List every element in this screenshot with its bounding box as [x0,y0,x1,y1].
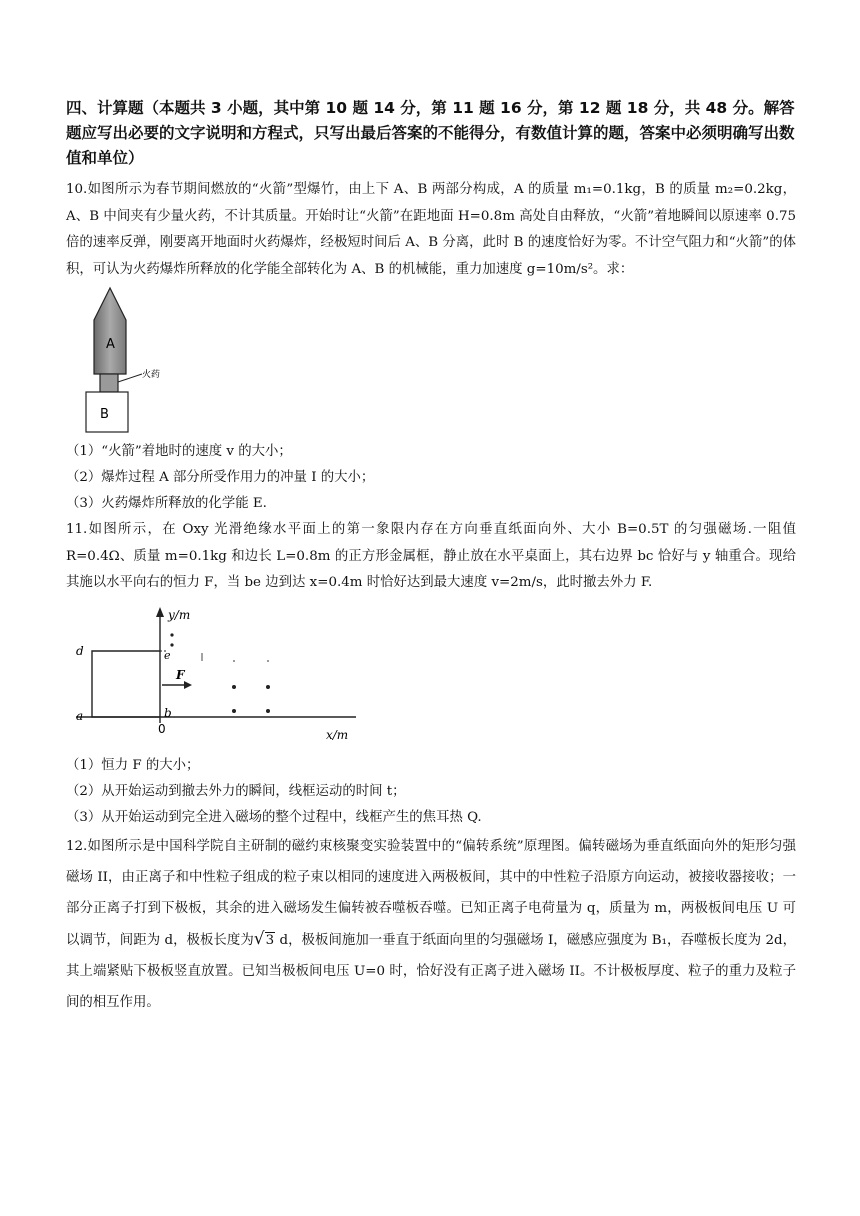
force-arrow-head-icon [184,681,192,689]
exam-page [66,96,796,1018]
field-dot [266,709,270,713]
q10-sub-2: （2）爆炸过程 A 部分所受作用力的冲量 I 的大小； [66,470,375,485]
q12-stem-part1: 12.如图所示是中国科学院自主研制的磁约束核聚变实验装置中的“偏转系统”原理图。偏转磁场为垂直纸面向外的矩形匀强磁场 II，由正离子和中性粒子组成的粒子束以相同的速度进入两极板间，其中的中性粒子沿原方向运动，被接收器接收；一部分正离子打到下极板，其余的进入磁场发生偏转被吞噬板吞噬。已知正离子电荷量为 q，质量为 m，两极板间电压 U 可以调节，间距为 d，极板长度为 [66,838,796,948]
label-d: d [76,643,84,658]
field-dot [233,660,235,662]
q10-stem: 10.如图所示为春节期间燃放的“火箭”型爆竹，由上下 A、B 两部分构成，A 的质量 m₁=0.1kg，B 的质量 m₂=0.2kg，A、B 中间夹有少量火药，不计其质量。开始时让“火箭”在距地面 H=0.8m 高处自由释放，“火箭”着地瞬间以原速率 0.75 倍的速率反弹，刚要离开地面时火药爆炸，经极短时间后 A、B 分离，此时 B 的速度恰好为零。不计空气阻力和“火箭”的体积，可认为火药爆炸所释放的化学能全部转化为 A、B 的机械能，重力加速度 g=10m/s²。求： [66,182,796,277]
q11-sub-2: （2）从开始运动到撤去外力的瞬间，线框运动的时间 t； [66,783,406,799]
q12-stem-part2: d，极板间施加一垂直于纸面向里的匀强磁场 I，磁感应强度为 B₁，吞噬板长度为 2d，其上端紧贴下极板竖直放置。已知当极板间电压 U=0 时，恰好没有正离子进入磁场 II。不计极板厚度、粒子的重力及粒子间的相互作用。 [66,932,797,1010]
gunpowder [100,374,118,392]
field-dot [170,643,173,646]
field-dot [170,633,173,636]
label-f: F [176,667,185,682]
field-dot [266,685,270,689]
label-powder: 火药 [142,370,161,380]
sqrt-expression [254,924,275,956]
q11-sub-1: （1）恒力 F 的大小； [66,757,200,773]
q12-stem [66,831,796,1018]
x-axis-label: x/m [326,727,349,742]
rocket-figure [78,286,198,436]
q11-stem: 11.如图所示，在 Oxy 光滑绝缘水平面上的第一象限内存在方向垂直纸面向外、大小 B=0.5T 的匀强磁场.一阻值 R=0.4Ω、质量 m=0.1kg 和边长 L=0.8m 的正方形金属框，静止放在水平桌面上，其右边界 bc 恰好与 y 轴重合。现给其施以水平向右的恒力 F，当 be 边到达 x=0.4m 时恰好达到最大速度 v=2m/s，此时撤去外力 F. [66,522,796,590]
q10-sub-1: （1）“火箭”着地时的速度 v 的大小； [66,444,292,459]
frame-field-figure [72,605,362,745]
powder-pointer [118,374,142,382]
rocket-part-a [94,288,126,374]
y-axis-label: y/m [168,607,191,622]
label-a: a [76,708,84,723]
label-b: B [100,407,109,422]
label-e: e [164,648,171,662]
q11-sub-3: （3）从开始运动到完全进入磁场的整个过程中，线框产生的焦耳热 Q. [66,809,482,825]
field-dot [267,660,269,662]
y-arrow-icon [156,607,164,617]
metal-frame [92,651,160,717]
q10-sub-3: （3）火药爆炸所释放的化学能 E. [66,496,267,511]
label-b: b [164,705,172,720]
field-dot [232,685,236,689]
field-dot [232,709,236,713]
sqrt-argument: 3 [265,932,275,948]
label-a: A [106,337,115,352]
section-heading: 四、计算题（本题共 3 小题，其中第 10 题 14 分，第 11 题 16 分，第 12 题 18 分，共 48 分。解答题应写出必要的文字说明和方程式，只写出最后答案的不能得分，有数值计算的题，答案中必须明确写出数值和单位） [66,99,795,167]
origin-label: 0 [158,721,166,736]
sqrt-icon: √ [253,928,265,949]
